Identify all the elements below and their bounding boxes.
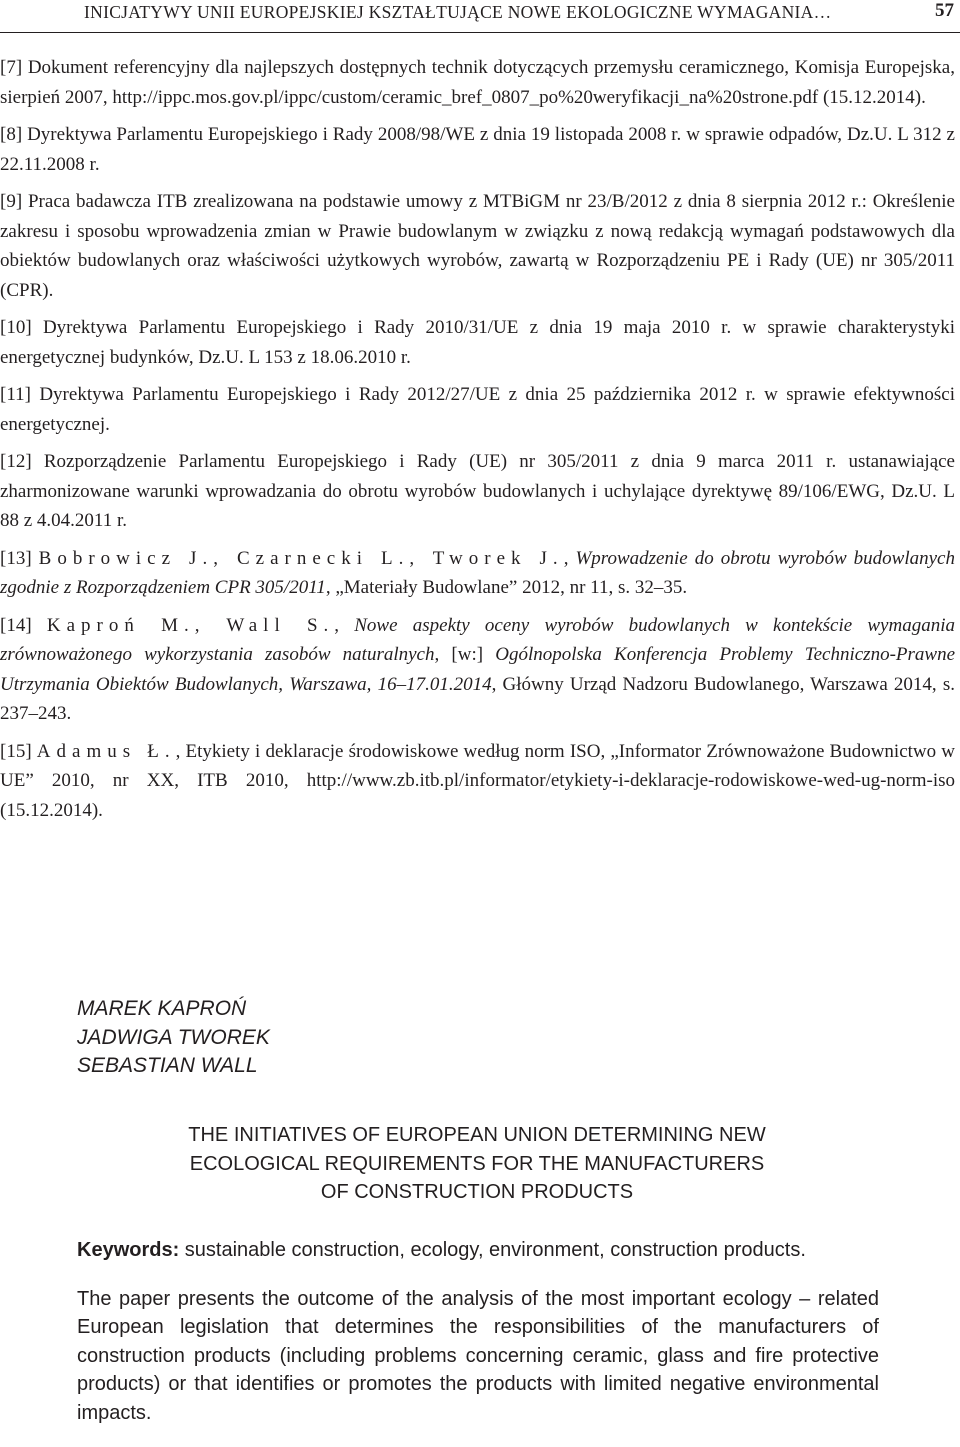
reference-12: [12] Rozporządzenie Parlamentu Europejskiego i Rady (UE) nr 305/2011 z dnia 9 marca 2011 r. ustanawiające zharmonizowane warunki wprowadzania do obrotu wyrobów budowlanych i uchylające dyrektywę 89/106/EWG, Dz.U. L 88 z 4.04.2011 r. — [0, 451, 955, 531]
page-number: 57 — [935, 0, 954, 21]
reference-13 — [0, 544, 955, 603]
author-name: JADWIGA TWOREK — [77, 1025, 270, 1049]
keywords-label: Keywords: — [77, 1239, 180, 1261]
reference-14-details: , Główny Urząd Nadzoru Budowlanego, Warszawa 2014, s. 237–243. — [0, 673, 955, 724]
header-rule — [0, 32, 960, 33]
reference-14-authors: Kaproń M., Wall S. — [46, 614, 335, 636]
reference-9: [9] Praca badawcza ITB zrealizowana na podstawie umowy z MTBiGM nr 23/B/2012 z dnia 8 sierpnia 2012 r.: Określenie zakresu i sposobu wprowadzenia zmian w Prawie budowlanym w związku z nową redakcją wymagań podstawowych dla obiektów budowlanych oraz właściwości użytkowych wyrobów, zawartą w Rozporządzeniu PE i Rady (UE) nr 305/2011 (CPR). — [0, 191, 955, 301]
running-header — [0, 0, 960, 40]
reference-list — [0, 53, 955, 833]
running-title: INICJATYWY UNII EUROPEJSKIEJ KSZTAŁTUJĄCE NOWE EKOLOGICZNE WYMAGANIA… — [84, 2, 832, 22]
reference-14-in: , [w:] — [434, 644, 496, 665]
reference-13-authors: Bobrowicz J., Czarnecki L., Tworek J. — [38, 547, 564, 569]
reference-14-title: Nowe aspekty oceny wyrobów budowlanych w kontekście wymagania zrównoważonego wykorzystania zasobów naturalnych — [0, 614, 955, 665]
reference-15-authors: Adamus Ł. — [36, 740, 176, 762]
english-title-line: THE INITIATIVES OF EUROPEAN UNION DETERMINING NEW — [188, 1124, 766, 1146]
english-title — [77, 1121, 877, 1207]
reference-11: [11] Dyrektywa Parlamentu Europejskiego i Rady 2012/27/UE z dnia 25 października 2012 r. w sprawie efektywności energetycznej. — [0, 384, 955, 435]
reference-15 — [0, 737, 955, 826]
reference-14-separator: , — [334, 614, 355, 636]
reference-15-number: [15] — [0, 740, 37, 762]
english-title-line: ECOLOGICAL REQUIREMENTS FOR THE MANUFACTURERS — [189, 1152, 765, 1175]
reference-14-conference: Ogólnopolska Konferencja Problemy Techniczno-Prawne Utrzymania Obiektów Budowlanych, Warszawa, 16–17.01.2014 — [0, 644, 956, 695]
author-name: SEBASTIAN WALL — [77, 1054, 258, 1077]
abstract-section — [77, 1236, 879, 1427]
keywords-text: sustainable construction, ecology, environment, construction products. — [179, 1239, 806, 1261]
author-list — [77, 995, 270, 1081]
reference-13-separator: , — [563, 547, 576, 569]
reference-14-number: [14] — [0, 614, 47, 636]
keywords — [77, 1236, 879, 1265]
english-title-line: OF CONSTRUCTION PRODUCTS — [320, 1181, 634, 1203]
reference-13-number: [13] — [0, 547, 39, 569]
reference-14 — [0, 611, 955, 729]
reference-7: [7] Dokument referencyjny dla najlepszych dostępnych technik dotyczących przemysłu ceramicznego, Komisja Europejska, sierpień 2007, http://ippc.mos.gov.pl/ippc/custom/ceramic_bref_0807_po%20weryfikacji_na%20strone.pdf (15.12.2014). — [0, 57, 955, 108]
reference-8: [8] Dyrektywa Parlamentu Europejskiego i Rady 2008/98/WE z dnia 19 listopada 2008 r. w sprawie odpadów, Dz.U. L 312 z 22.11.2008 r. — [0, 124, 955, 175]
reference-13-title: Wprowadzenie do obrotu wyrobów budowlanych zgodnie z Rozporządzeniem CPR 305/2011 — [0, 547, 955, 598]
abstract-text: The paper presents the outcome of the analysis of the most important ecology – related European legislation that determines the responsibilities of the manufacturers of construction products (including problems concerning ceramic, glass and fire protective products) or that identifies or promotes the products with limited negative environmental impacts. — [77, 1287, 879, 1424]
reference-15-details: , Etykiety i deklaracje środowiskowe według norm ISO, „Informator Zrównoważone Budownictwo w UE” 2010, nr XX, ITB 2010, http://www.zb.itb.pl/informator/etykiety-i-deklaracje-rodowiskowe-wed-ug-norm-iso (15.12.2014). — [0, 740, 955, 821]
reference-13-details: , „Materiały Budowlane” 2012, nr 11, s. 32–35. — [325, 577, 688, 598]
author-name: MAREK KAPROŃ — [77, 997, 247, 1020]
reference-10: [10] Dyrektywa Parlamentu Europejskiego i Rady 2010/31/UE z dnia 19 maja 2010 r. w sprawie charakterystyki energetycznej budynków, Dz.U. L 153 z 18.06.2010 r. — [0, 317, 955, 368]
